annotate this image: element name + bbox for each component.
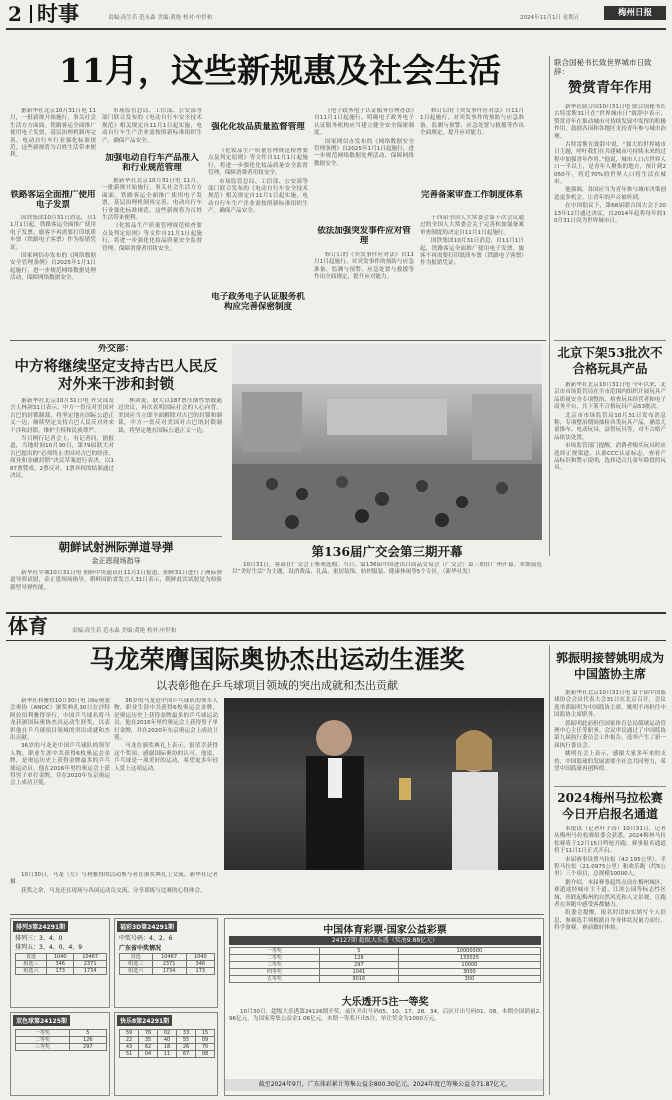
un-body: 新华社联合国10月31日电 联合国秘书长古特雷斯31日在“世界城市日”致辞中表示，赞赏青年在推动城市可持续发展中发挥的积极作用，鼓励各国和各地区支持青年参与城市治理。 古特雷斯在致辞中说，“强大的世界城市日主题，呼吁我们在共建城市可持续未来的过程中加强青年作用。”他说，城市人口占世界人口一半以上，是青年人聚集的地方，预计到2050年，将近70%的世界人口将生活在城市。 他强调，各国应当为青年参与城市决策创造更多机会，让青年的声音被听到。 在中国倡议下，第68届联合国大会于2013年12月通过决议，自2014年起将每年的10月31日设为世界城市日。 [554, 104, 666, 225]
lottery-footer: 截至2024年9月，广东体彩累计筹集公益金800.30亿元。2024年度已筹集公益金71.87亿元。 [225, 1079, 544, 1091]
ssq-box [10, 1012, 110, 1096]
section-title: 时事 [37, 2, 79, 26]
korea-body: 新华社平壤10月31日电 朝鲜中央通讯社11月1日报道，朝鲜31日进行了洲际弹道导弹试射，金正恩现场指导。朝鲜国防省发言人31日表示，朝鲜此次试射是为检验新型导弹性能。 [10, 570, 222, 591]
kl8-box [114, 1012, 218, 1096]
foreign-headline: 中方将继续坚定支持古巴人民反对外来干涉和封锁 [14, 358, 218, 393]
lead-subhead-6: 完善备案审查工作制度体系 [420, 190, 523, 200]
table-row: 三等奖 297 10000 [230, 962, 541, 969]
lead-body-col5: 修订后的《突发事件应对法》自11月1日起施行，对突发事件的预防与应急准备、监测与预警、应急处置与救援等作出全面规定，提升应对能力。 [420, 108, 524, 137]
lead-subhead-5: 依法加强突发事件应对管理 [317, 226, 411, 246]
pl3-table [15, 953, 107, 975]
table-row: 22 35 40 55 09 [120, 1037, 215, 1044]
table-row: 组选三 2371 346 [120, 961, 215, 968]
lead-body-col2: 市场监管总局、工信部、公安部等部门联合发布的《电动自行车安全技术规范》相关规定自11月1日起实施，电动自行车生产企业需按照新标准组织生产，确保产品安全。 [102, 108, 202, 144]
table-row: 一等奖 5 [16, 1030, 107, 1037]
dlt-prize-table [229, 947, 541, 983]
table-row: 59 76 02 33 15 [120, 1030, 215, 1037]
table-row: 二等奖 126 [16, 1037, 107, 1044]
jackpot-body: 10月30日，超级大乐透第24126期开奖，前区开出号码05、10、17、28、34，后区开出号码01、08。本期全国销量2.96亿元，为国家筹集公益金1.06亿元。本期一等奖开出5注，单注奖金为1000万元。 [229, 1009, 541, 1023]
sports-section-title: 体育 [8, 614, 48, 638]
paper-logo: 梅州日报 [604, 6, 666, 20]
lead-subhead-3: 强化化妆品质量监督管理 [211, 122, 305, 132]
sports-staff-credits: 责编:高生若 范永森 美编:黄艳 校对:申世和 [72, 628, 177, 634]
lead-body-col1b: 国铁集团10月31日消息，自11月1日起，铁路客运全面推广使用电子发票，旅客不再需要打印纸质车票（铁路电子客票）作为报销凭证。 国家网信办发布的《网络数据安全管理条例》自2025年1月1日起施行，进一步规范网络数据处理活动，保障网络数据安全。 [10, 215, 96, 282]
pl3-nums-2: 排列五：3、4、0、4、9 [15, 944, 83, 951]
foreign-body-a: 据新华社北京10月31日电 外交部发言人林剑31日表示，中方一贯反对美国对古巴的封锁制裁，将坚定地在国际公道正义一边，继续坚定支持古巴人民反对外来干涉和封锁，维护主权和民族尊严。 当日例行记者会上，有记者问，据报道，当地时间10月30日，第79届联大对古巴提出的“必须终止美国对古巴的经济、商业和金融封锁”决议草案进行表决，以187票赞成、2票反对、1票弃权的结果通过决议。 [10, 398, 114, 480]
ssq-title: 双色球第24125期 [13, 1015, 70, 1026]
dlt-draw-title: 24127期 超级大乐透（奖池9.88亿元） [229, 936, 541, 945]
award-ceremony-illustration [224, 698, 544, 870]
jackpot-title: 大乐透开5注一等奖 [341, 997, 429, 1008]
malong-subtitle: 以表彰他在乒乓球项目领域的突出成就和杰出贡献 [156, 679, 398, 692]
lead-headline: 11月，这些新规惠及社会生活 [59, 52, 501, 90]
malong-headline: 马龙荣膺国际奥协杰出运动生涯奖 [89, 645, 465, 674]
ssq-table [15, 1029, 107, 1051]
table-row: 四等奖 1041 3000 [230, 969, 541, 976]
un-headline: 赞赏青年作用 [568, 80, 652, 96]
table-row: 三等奖 297 [16, 1044, 107, 1051]
pl3-title: 排列3第24291期 [13, 921, 68, 932]
table-row: 组选三 346 2371 [16, 961, 107, 968]
lead-subhead-1: 铁路客运全面推广使用电子发票 [10, 190, 96, 210]
kl8-title: 快乐8第24291期 [117, 1015, 172, 1026]
guo-headline: 郭振明接替姚明成为中国篮协主席 [555, 651, 664, 681]
canton-caption-title: 第136届广交会第三期开幕 [311, 544, 463, 559]
staff-credits: 责编:高生若 范永森 美编:黄艳 校对:申世和 [108, 15, 213, 21]
korea-headline: 朝鲜试射洲际弹道导弹 [58, 540, 174, 554]
toys-headline: 北京下架53批次不合格玩具产品 [557, 345, 663, 376]
un-kicker: 联合国秘书长致世界城市日致辞： [554, 58, 652, 76]
table-row: 51 04 11 67 08 [120, 1051, 215, 1058]
marathon-body: 本报讯（记者叶子涛）10月31日，记者从梅州马拉松赛组委会获悉，2024梅州马拉松赛将于12月15日鸣枪开跑，赛事报名通道将于11月1日正式开启。 本届赛事设置马拉松（42.195公里）、半程马拉松（21.0975公里）和欢乐跑（约5公里）三个项目，总规模10000人。 据介绍，本届赛事起终点设在梅州城区，赛道途经城市主干道、江滨公园等标志性区域，串联起梅州的自然风光和人文景观，让跑者在奔跑中感受客都魅力。 组委会提醒，报名时请如实填写个人信息，参赛选手须根据自身身体状况量力而行，科学备赛，赛前做好体检。 [554, 826, 666, 932]
fc3d-title: 福彩3D第24291期 [117, 921, 177, 932]
canton-caption-body: 10月31日，客商在广交会上参观选购。当日，第136届中国进出口商品交易会（广交会）第三期在广州开幕。本期展览以“美好生活”为主题，设消费品、礼品、家居装饰、纺织服装、健康休闲等5个专区。（新华社发） [232, 562, 542, 576]
table-row: 直选 1040 10467 [16, 954, 107, 961]
table-row: 二等奖 126 133025 [230, 955, 541, 962]
malong-body-col1: 新华社利雅得10月30日电 国际奥委会奥协（ANOC）颁奖典礼30日在沙特阿拉伯利雅得举行，中国乒乓球名将马龙获颁国际奥协杰出运动生涯奖，以表彰他在乒乓球项目领域的突出成就和杰出贡献。 36岁的马龙是中国乒乓球队的领军人物，职业生涯中共获得6枚奥运会金牌，是奥运历史上获得金牌最多的乒乓球运动员。他在2016年里约奥运会上获得男子单打金牌，并在2020年东京奥运会上成功卫冕。 [10, 698, 110, 787]
fc3d-gd-title: 广东省中奖情况 [119, 945, 162, 952]
lead-body-col4: 《电子政务电子认证服务管理办法》自11月1日起施行，明确电子政务电子认证服务机构应当建立健全安全保密制度。 国家网信办发布的《网络数据安全管理条例》自2025年1月1日起施行，进一步规范网络数据处理活动，保障网络数据安全。 [314, 108, 414, 167]
sports-lottery-header: 中国体育彩票·国家公益彩票 [323, 925, 447, 936]
page-number: 2 [8, 3, 22, 25]
foreign-body-b: 林剑说，联大以187票压倒性票数通过决议，再次表明国际社会的人心向背。美国应当立即全面解除对古巴的封锁和制裁，中方一贯反对美国对古巴的封锁制裁，将坚定地在国际公道正义一边。 [118, 398, 222, 434]
lead-subhead-2: 加强电动自行车产品准入和行业规范管理 [105, 153, 199, 173]
lead-body-col5b: 十四届全国人大常委会第十次会议通过的全国人大常委会关于完善和加强备案审查制度的决定自11月1日起施行。 国铁集团10月31日消息，自11月1日起，铁路客运全面推广使用电子发票，旅客不再需要打印纸质车票（铁路电子客票）作为报销凭证。 [420, 215, 524, 267]
fc3d-nums: 中奖号码：4、2、6 [119, 935, 173, 942]
pl3-box [10, 918, 110, 1008]
crowd-illustration [232, 344, 542, 540]
kl8-table [119, 1029, 215, 1058]
marathon-headline: 2024梅州马拉松赛今日开启报名通道 [557, 791, 663, 821]
masthead [0, 0, 672, 28]
foreign-kicker: 外交部： [97, 344, 134, 354]
lead-body-col1: 据新华社北京10月31日电 11月，一批新规开始施行，事关社会生活方方面面。铁路客运全面推广使用电子发票，基层治理机制再完善，电动自行车行业强化标准规范，这些新规将为百姓生活带来便利。 [10, 108, 96, 159]
lead-body-col4b: 修订后的《突发事件应对法》自11月1日起施行，对突发事件的预防与应急准备、监测与预警、应急处置与救援等作出全面规定，提升应对能力。 [314, 252, 414, 281]
korea-subtitle: 金正恩现场指导 [91, 557, 141, 565]
issue-date: 2024年11月1日 星期五 [520, 15, 580, 21]
table-row: 直选 10467 1040 [120, 954, 215, 961]
lead-subhead-4: 电子政务电子认证服务机构应完善保密制度 [211, 292, 305, 312]
table-row: 组选六 1734 173 [120, 968, 215, 975]
lead-body-col3: 《化妆品生产质量管理规范检查要点及判定原则》等文件自11月1日起施行，将进一步强化化妆品质量安全监督管理，保障消费者用妆安全。 市场监管总局、工信部、公安部等部门联合发布的《电动自行车安全技术规范》相关规定自11月1日起实施，电动自行车生产企业需按照新标准组织生产，确保产品安全。 [208, 148, 308, 215]
table-row: 43 62 18 26 70 [120, 1044, 215, 1051]
malong-body-col2: 36岁的马龙是中国乒乓球队的领军人物，职业生涯中共获得6枚奥运会金牌，是奥运历史上获得金牌最多的乒乓球运动员。他在2016年里约奥运会上获得男子单打金牌，并在2020年东京奥运会上成功卫冕。 马龙在颁奖典礼上表示，很荣幸获得这个奖项，感谢国际奥协的认可。他说，乒乓球是一项美好的运动，希望更多年轻人爱上这项运动。 [114, 698, 218, 772]
lead-body-col2b: 据新华社北京10月31日电 11月，一批新规开始施行，事关社会生活方方面面。铁路客运全面推广使用电子发票，基层治理机制再完善，电动自行车行业强化标准规范，这些新规将为百姓生活带来便利。 《化妆品生产质量管理规范检查要点及判定原则》等文件自11月1日起施行，将进一步强化化妆品质量安全监督管理，保障消费者用妆安全。 [102, 178, 202, 252]
malong-photo-caption: 10月30日，马龙（左）与利雅得的活动参与者在颁奖典礼上交流。新华社记者 摄 获奖之余，马龙还在现场与各国运动员交流，分享训练与比赛的心得体会。 [10, 872, 218, 894]
table-row: 一等奖 5 10000000 [230, 948, 541, 955]
pl3-nums-1: 排列三：3、4、0 [15, 935, 63, 942]
table-row: 组选六 173 1734 [16, 968, 107, 975]
sports-lottery-panel [224, 918, 544, 1096]
fc3d-box [114, 918, 218, 1008]
canton-fair-photo [232, 344, 542, 540]
table-row: 五等奖 9016 300 [230, 976, 541, 983]
toys-body: 据新华社北京10月31日电 今年以来，北京市市场监管局在全市范围内组织开展玩具产品质量安全专项整治，检查玩具经营者和电子商务平台，共下架不合格玩具产品53批次。 北京市市场监管局10月31日发布消息称，专项整治期间抽检各类玩具产品，涵盖儿童推车、电动玩具、益智玩具等，对不合格产品依法处置。 市场监管部门提醒，消费者购买玩具时应选择正规渠道，认准CCC认证标志，查看产品标识和警示说明，选择适合儿童年龄段的玩具。 [554, 382, 666, 472]
guo-body: 据新华社北京10月31日电 第十届中国篮球协会会员代表大会31日在北京召开，会议选举郭振明为中国篮协主席。姚明不再担任中国篮协主席职务。 郭振明此前担任国家体育总局篮球运动管理中心主任等职务。会议审议通过了中国篮协第九届执行委员会工作报告，选举产生了新一届执行委员会。 姚明在会上表示，感谢大家多年来的支持，中国篮球的发展需要全社会共同努力，希望中国篮球再创辉煌。 [554, 690, 666, 773]
malong-photo [224, 698, 544, 870]
fc3d-table [119, 953, 215, 975]
